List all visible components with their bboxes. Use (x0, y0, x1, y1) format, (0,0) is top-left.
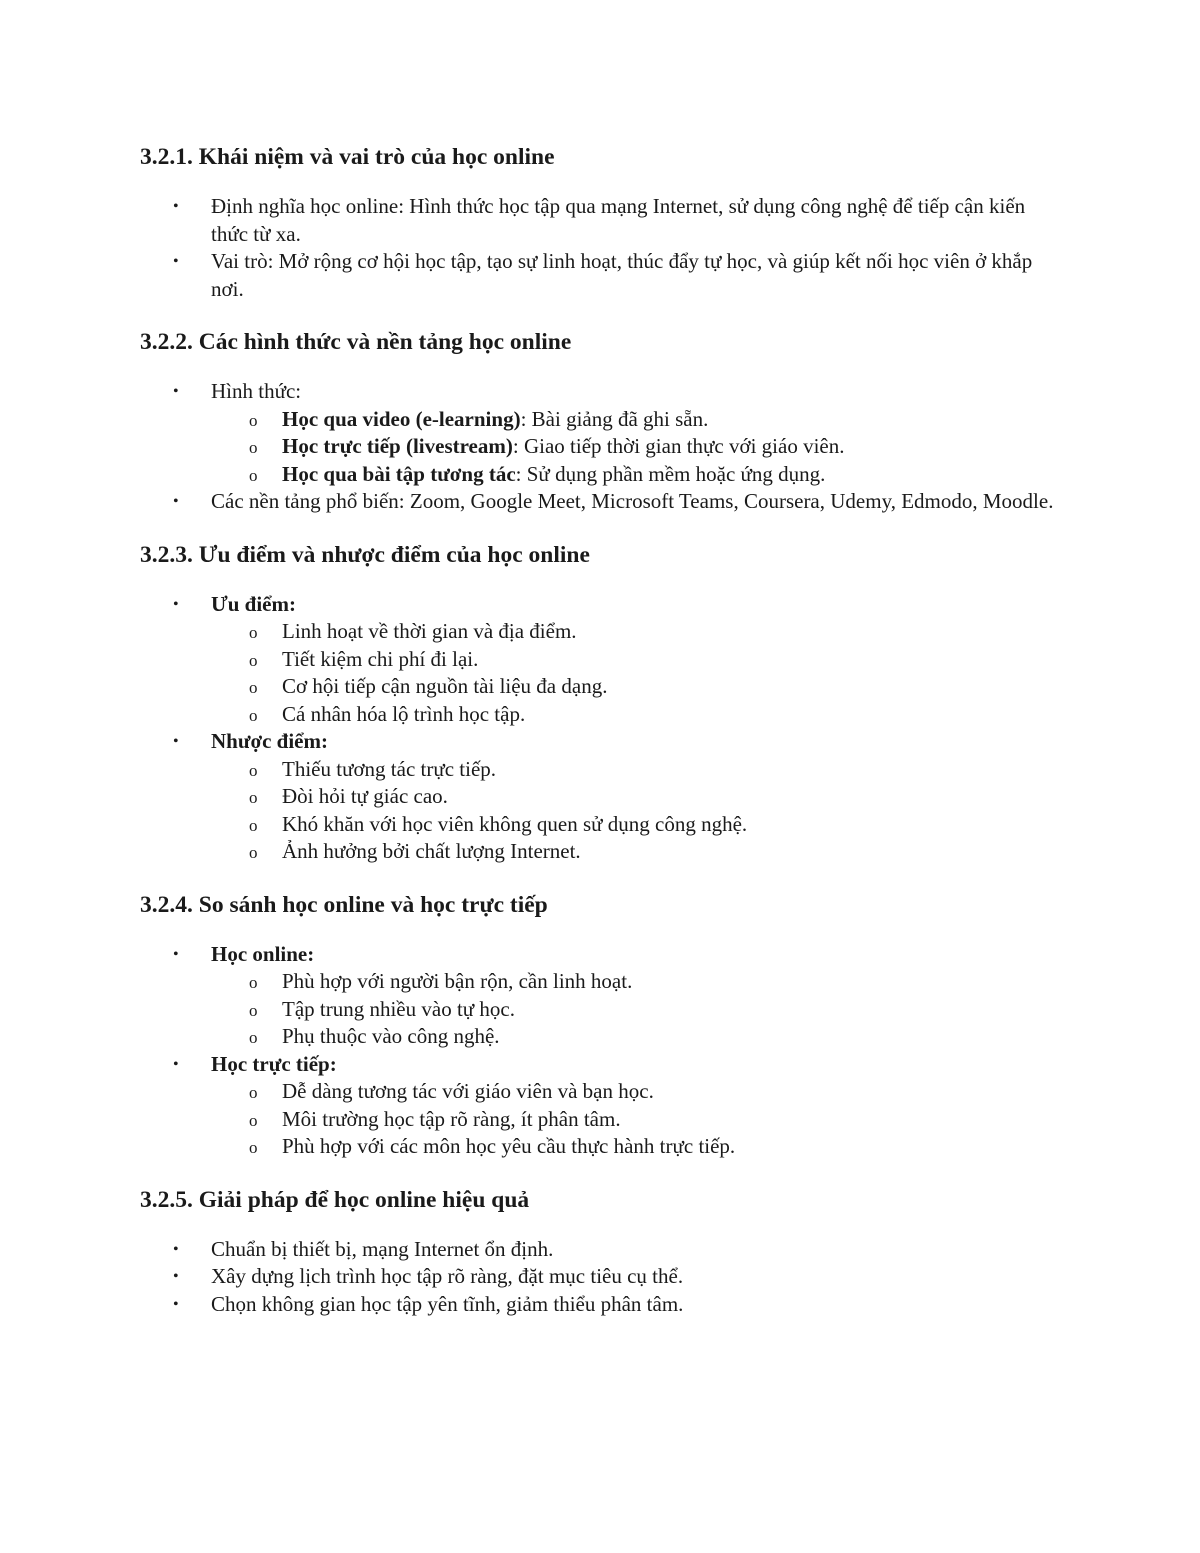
sub-list-item (211, 838, 1060, 866)
list-item (140, 193, 1060, 248)
circle-bullet-icon: o (249, 678, 258, 697)
sub-list-item (211, 1133, 1060, 1161)
sub-item-bold: Học trực tiếp (livestream) (282, 434, 513, 458)
list-item-text: Xây dựng lịch trình học tập rõ ràng, đặt mục tiêu cụ thể. (211, 1264, 684, 1288)
sub-list (211, 618, 1060, 728)
list-item (140, 1291, 1060, 1319)
sub-list-item (211, 968, 1060, 996)
circle-bullet-icon: o (249, 815, 258, 835)
list-item (140, 1236, 1060, 1264)
bullet-list (140, 1236, 1060, 1319)
circle-bullet-icon: o (249, 843, 258, 862)
sub-item-text: Tiết kiệm chi phí đi lại. (282, 646, 479, 671)
circle-bullet-icon: o (249, 1083, 258, 1102)
sub-list-item (211, 433, 1060, 461)
section-heading: 3.2.4. So sánh học online và học trực tiếp (140, 891, 548, 918)
sub-item-text: Cơ hội tiếp cận nguồn tài liệu đa dạng. (282, 674, 608, 698)
circle-bullet-icon: o (249, 650, 258, 670)
sub-list-item (211, 646, 1060, 674)
list-item (140, 1051, 1060, 1161)
list-item (140, 728, 1060, 866)
circle-bullet-icon: o (249, 760, 258, 780)
list-item (140, 941, 1060, 1051)
bullet-icon: • (173, 1240, 179, 1258)
sub-list (211, 756, 1060, 866)
bullet-icon: • (173, 595, 179, 613)
list-item-label: Nhược điểm: (211, 729, 328, 753)
sub-list-item (211, 618, 1060, 646)
sub-item-text: Khó khăn với học viên không quen sử dụng công nghệ. (282, 811, 748, 836)
sub-item-text: Phụ thuộc vào công nghệ. (282, 1024, 500, 1048)
circle-bullet-icon: o (249, 623, 258, 642)
circle-bullet-icon: o (249, 1028, 258, 1047)
list-item-text: Các nền tảng phổ biến: Zoom, Google Meet, Microsoft Teams, Coursera, Udemy, Edmodo, Moodle. (211, 489, 1054, 513)
bullet-icon: • (173, 383, 179, 400)
sub-list-item (211, 406, 1060, 434)
list-item-text: Chuẩn bị thiết bị, mạng Internet ổn định. (211, 1236, 554, 1261)
sub-list-item (211, 783, 1060, 811)
bullet-list (140, 193, 1060, 303)
section-heading: 3.2.3. Ưu điểm và nhược điểm của học online (140, 541, 590, 568)
list-item-label: Ưu điểm: (211, 591, 296, 616)
sub-item-text: Dễ dàng tương tác với giáo viên và bạn học. (282, 1079, 654, 1103)
circle-bullet-icon: o (249, 410, 258, 430)
sub-list-item (211, 1078, 1060, 1106)
circle-bullet-icon: o (249, 705, 258, 725)
list-item-text: Vai trò: Mở rộng cơ hội học tập, tạo sự linh hoạt, thúc đẩy tự học, và giúp kết nối học viên ở khắp nơi. (211, 249, 1033, 301)
sub-item-text: : Bài giảng đã ghi sẵn. (520, 406, 709, 431)
list-item (140, 378, 1060, 488)
bullet-icon: • (173, 253, 179, 270)
sub-item-text: Môi trường học tập rõ ràng, ít phân tâm. (282, 1106, 621, 1131)
section-heading: 3.2.2. Các hình thức và nền tảng học online (140, 329, 572, 355)
bullet-icon: • (173, 1295, 179, 1313)
sub-list (211, 1078, 1060, 1161)
sub-list-item (211, 1106, 1060, 1134)
list-item-text: Chọn không gian học tập yên tĩnh, giảm thiểu phân tâm. (211, 1291, 684, 1316)
list-item-text: Định nghĩa học online: Hình thức học tập qua mạng Internet, sử dụng công nghệ để tiếp cận kiến thức từ xa. (211, 194, 1026, 246)
section-heading: 3.2.1. Khái niệm và vai trò của học online (140, 144, 555, 170)
sub-item-text: Phù hợp với người bận rộn, cần linh hoạt. (282, 969, 633, 993)
sub-list-item (211, 461, 1060, 489)
sub-item-text: Phù hợp với các môn học yêu cầu thực hành trực tiếp. (282, 1134, 736, 1158)
sub-item-text: Ảnh hưởng bởi chất lượng Internet. (282, 839, 581, 863)
sub-item-bold: Học qua video (e-learning) (282, 406, 521, 431)
bullet-list (140, 941, 1060, 1161)
bullet-icon: • (173, 1055, 179, 1073)
sub-list-item (211, 811, 1060, 839)
sub-list-item (211, 756, 1060, 784)
list-item (140, 488, 1060, 516)
circle-bullet-icon: o (249, 788, 258, 807)
bullet-list (140, 378, 1060, 516)
sub-item-text: Tập trung nhiều vào tự học. (282, 996, 515, 1021)
list-item (140, 248, 1060, 303)
circle-bullet-icon: o (249, 973, 258, 992)
sub-item-text: : Sử dụng phần mềm hoặc ứng dụng. (515, 461, 826, 486)
circle-bullet-icon: o (249, 1000, 258, 1020)
list-item (140, 591, 1060, 729)
bullet-icon: • (173, 1268, 179, 1285)
sub-list-item (211, 673, 1060, 701)
bullet-icon: • (173, 198, 179, 215)
list-item-label: Học online: (211, 941, 315, 966)
sub-item-text: Linh hoạt về thời gian và địa điểm. (282, 619, 577, 643)
bullet-icon: • (173, 945, 179, 963)
sub-list-item (211, 1023, 1060, 1051)
section-heading: 3.2.5. Giải pháp để học online hiệu quả (140, 1186, 530, 1213)
circle-bullet-icon: o (249, 1138, 258, 1157)
sub-item-text: Cá nhân hóa lộ trình học tập. (282, 701, 526, 726)
bullet-list (140, 591, 1060, 866)
bullet-icon: • (173, 493, 179, 510)
bullet-icon: • (173, 733, 179, 750)
list-item-text: Hình thức: (211, 379, 302, 403)
sub-item-text: : Giao tiếp thời gian thực với giáo viên. (512, 434, 845, 458)
sub-item-text: Thiếu tương tác trực tiếp. (282, 756, 497, 781)
circle-bullet-icon: o (249, 438, 258, 457)
list-item-label: Học trực tiếp: (211, 1051, 337, 1076)
sub-list-item (211, 996, 1060, 1024)
sub-list (211, 968, 1060, 1051)
circle-bullet-icon: o (249, 1110, 258, 1130)
list-item (140, 1263, 1060, 1291)
sub-item-bold: Học qua bài tập tương tác (282, 461, 516, 486)
sub-item-text: Đòi hỏi tự giác cao. (282, 784, 448, 808)
circle-bullet-icon: o (249, 465, 258, 485)
sub-list-item (211, 701, 1060, 729)
sub-list (211, 406, 1060, 489)
